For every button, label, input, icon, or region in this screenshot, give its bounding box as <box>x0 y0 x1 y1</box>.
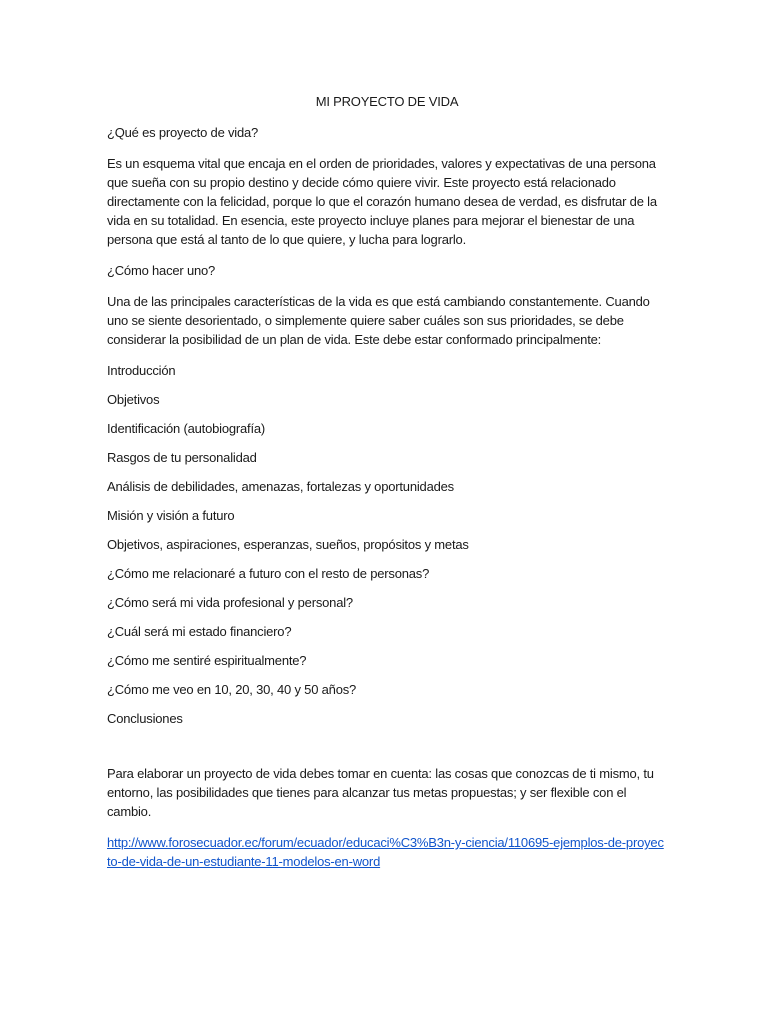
list-item-futuro-anos: ¿Cómo me veo en 10, 20, 30, 40 y 50 años? <box>107 682 357 697</box>
list-item-mision-vision: Misión y visión a futuro <box>107 508 235 523</box>
question-como-hacer: ¿Cómo hacer uno? <box>107 263 216 278</box>
list-item-vida-profesional: ¿Cómo será mi vida profesional y personal? <box>107 595 353 610</box>
paragraph-definition: Es un esquema vital que encaja en el orden de prioridades, valores y expectativas de una persona que sueña con su propio destino y decide cómo quiere vivir. Este proyecto está relacionado directamente con la felicidad, porque lo que el corazón humano desea de verdad, es disfrutar de la vida en su totalidad. En esencia, este proyecto incluye planes para mejorar el bienestar de una persona que está al tanto de lo que quiere, y lucha para lograrlo. <box>107 156 657 247</box>
source-link-paragraph <box>107 833 667 871</box>
list-item-introduccion: Introducción <box>107 363 176 378</box>
list-item-espiritualidad: ¿Cómo me sentiré espiritualmente? <box>107 653 307 668</box>
list-item-relaciones: ¿Cómo me relacionaré a futuro con el resto de personas? <box>107 566 430 581</box>
paragraph-conclusion: Para elaborar un proyecto de vida debes tomar en cuenta: las cosas que conozcas de ti mismo, tu entorno, las posibilidades que tienes para alcanzar tus metas propuestas; y ser flexible con el cambio. <box>107 766 654 819</box>
blank-line <box>107 738 667 764</box>
list-item-analisis: Análisis de debilidades, amenazas, fortalezas y oportunidades <box>107 479 454 494</box>
list-item-objetivos: Objetivos <box>107 392 160 407</box>
list-item-conclusiones: Conclusiones <box>107 711 183 726</box>
list-item-estado-financiero: ¿Cuál será mi estado financiero? <box>107 624 292 639</box>
list-item-identificacion: Identificación (autobiografía) <box>107 421 266 436</box>
paragraph-characteristics: Una de las principales características de la vida es que está cambiando constantemente. Cuando uno se siente desorientado, o simplemente quiere saber cuáles son sus prioridades, se debe considerar la posibilidad de un plan de vida. Este debe estar conformado principalmente: <box>107 294 650 347</box>
source-link[interactable]: http://www.forosecuador.ec/forum/ecuador/educaci%C3%B3n-y-ciencia/110695-ejemplos-de-proyecto-de-vida-de-un-estudiante-11-modelos-en-word <box>107 835 664 869</box>
list-item-rasgos: Rasgos de tu personalidad <box>107 450 257 465</box>
list-item-aspiraciones: Objetivos, aspiraciones, esperanzas, sueños, propósitos y metas <box>107 537 469 552</box>
plan-items-list <box>107 361 667 728</box>
question-que-es: ¿Qué es proyecto de vida? <box>107 125 259 140</box>
document-body <box>107 92 667 883</box>
document-title: MI PROYECTO DE VIDA <box>315 94 459 109</box>
